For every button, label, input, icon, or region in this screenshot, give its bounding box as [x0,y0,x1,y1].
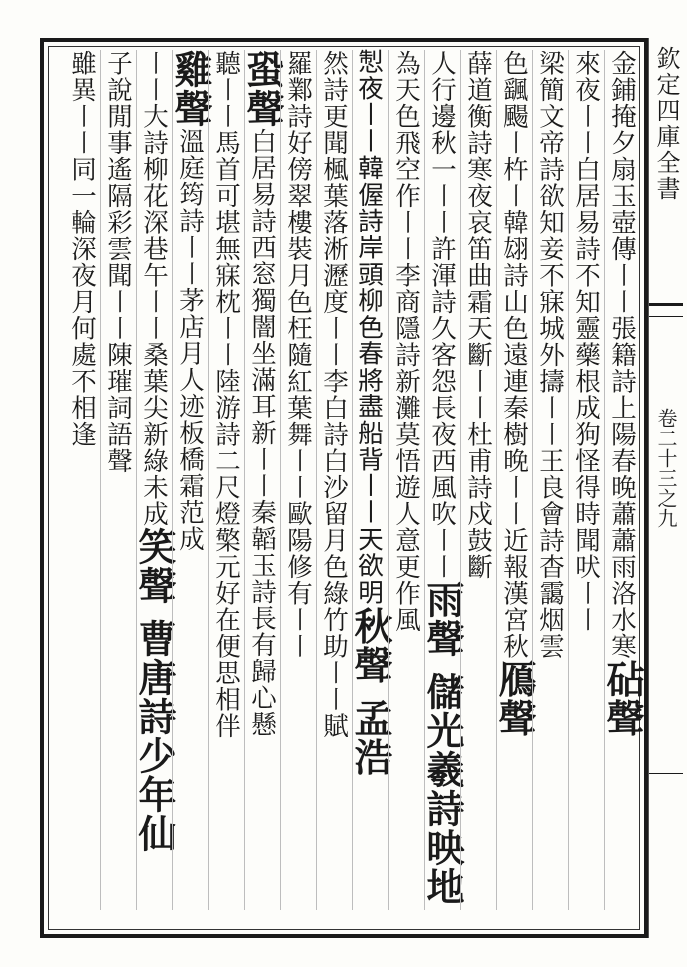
column-divider [100,50,101,910]
text-column [168,50,213,910]
column-divider [208,50,209,910]
text-column [316,50,352,910]
column-text: 為天色飛空作〡〡李商隱詩新灘莫悟遊人意更作風 [391,50,421,633]
column-text: 金鋪掩夕扇玉壺傳〡〡張籍詩上陽春晚蕭蕭雨洛水寒 [607,50,637,660]
column-divider [244,50,245,910]
column-text: 〡〡大詩柳花深巷午〡〡桑葉尖新綠未成 [139,50,169,527]
column-divider [424,50,425,910]
column-text: 然詩更聞楓葉落淅瀝度〡〡李白詩白沙留月色綠竹助〡〡賦 [319,50,349,739]
column-text: 溫庭筠詩〡〡茅店月人迹板橋霜范成 [175,128,205,552]
text-column [100,50,136,910]
page-margin [648,38,682,938]
column-divider [280,50,281,910]
text-column [64,50,100,910]
juan-number: 卷二十三之九 [654,408,678,528]
column-divider [532,50,533,910]
column-text: 梁簡文帝詩欲知妾不寐城外擣〡〡王良會詩杳靄烟雲 [535,50,565,660]
column-divider [496,50,497,910]
text-column [388,50,424,910]
fish-tail-mark [649,303,683,317]
column-text: 來夜〡〡白居易詩不知靈藥根成狗怪得時聞吠〡〡 [571,50,601,633]
entry-heading-tail: 笑聲 曹唐詩少年仙 [132,527,177,854]
text-column [492,50,537,910]
text-column [568,50,604,910]
entry-heading-tail: 雨聲 儲光羲詩映地 [420,580,465,907]
entry-heading: 蛩聲 [240,50,285,128]
text-column [600,50,645,910]
text-column [280,50,316,910]
fish-tail-mark-lower [649,773,683,784]
column-divider [388,50,389,910]
text-column [208,50,244,910]
entry-heading-tail: 鴈聲 [492,659,537,738]
entry-heading-tail: 秋聲 孟浩 [348,606,393,777]
column-text: 子說閒事遙隔彩雲聞〡〡陳璀詞語聲 [103,50,133,474]
column-divider [568,50,569,910]
column-divider [604,50,605,910]
book-title: 欽定四庫全書 [652,46,680,202]
text-column [460,50,496,910]
text-column [532,50,568,910]
text-column [420,50,465,910]
column-text: 薛道衡詩寒夜哀笛曲霜天斷〡〡杜甫詩戍鼓斷 [463,50,493,580]
text-column [348,50,393,910]
column-text: 𢛁夜〡〡韓偓詩岸頭柳色春將盡船背〡〡天欲明 [355,50,385,607]
column-divider [460,50,461,910]
column-divider [172,50,173,910]
text-column [240,50,285,910]
column-divider [352,50,353,910]
column-text: 色颻颺〡杵〡韓翃詩山色遠連秦樹晚〡〡近報漢宮秋 [499,50,529,660]
entry-heading: 雞聲 [168,50,213,128]
column-divider [136,50,137,910]
column-text: 羅鄴詩好傍翠樓裝月色枉隨紅葉舞〡〡歐陽修有〡〡 [283,50,313,660]
column-divider [316,50,317,910]
column-text: 聽〡〡馬首可堪無寐枕〡〡陸游詩二尺燈檠元好在便思相伴 [211,50,241,739]
entry-heading-tail: 砧聲 [600,659,645,738]
text-column [132,50,177,910]
column-text: 白居易詩西窓獨闇坐滿耳新〡〡秦韜玉詩長有歸心懸 [247,128,277,738]
column-text: 人行邊秋一〡〡許渾詩久客怨長夜西風吹〡〡 [427,50,457,580]
column-text: 雖異〡〡同一輪深夜月何處不相逢 [67,50,97,448]
